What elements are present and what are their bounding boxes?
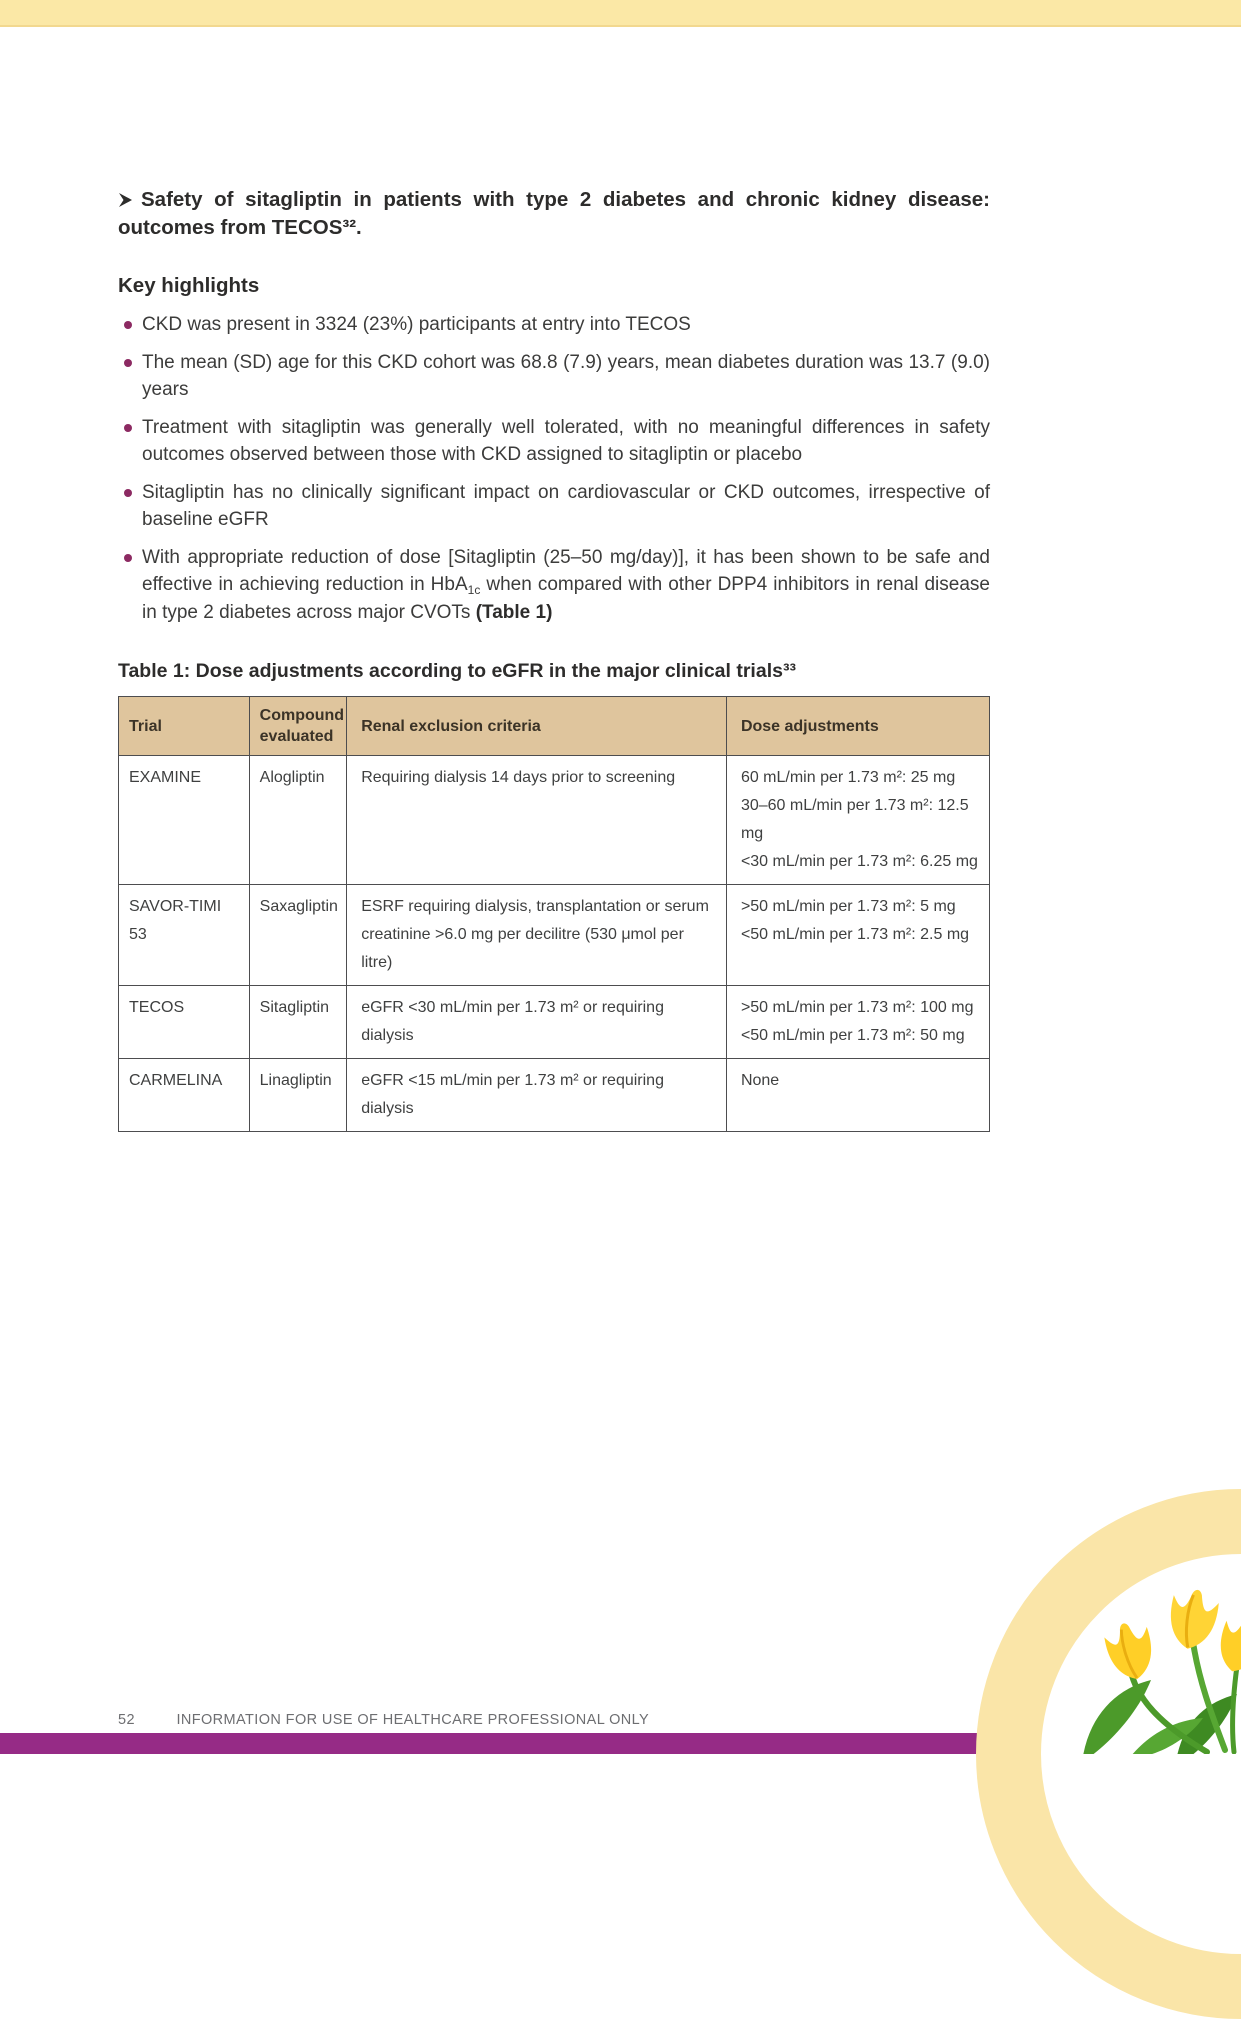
table-row-carmelina — [119, 1059, 990, 1132]
table-row-tecos — [119, 986, 990, 1059]
cell-doses — [726, 885, 989, 986]
table-row-examine — [119, 756, 990, 885]
bullet-item — [118, 349, 990, 404]
arrow-icon — [118, 192, 133, 208]
dose-line: None — [740, 1072, 780, 1089]
col-header-doses: Dose adjustments — [726, 697, 989, 756]
cell-doses — [726, 1059, 989, 1132]
hba1c-subscript: 1c — [467, 583, 481, 597]
table-row-savor — [119, 885, 990, 986]
bullet-item — [118, 479, 990, 534]
col-header-criteria: Renal exclusion criteria — [347, 697, 727, 756]
dose-adjustments-table — [118, 696, 990, 1132]
cell-trial: SAVOR-TIMI 53 — [119, 885, 250, 986]
tulip-stem — [1233, 1666, 1237, 1752]
bottom-accent-bar — [0, 1733, 985, 1754]
dose-line: <30 mL/min per 1.73 m²: 6.25 mg — [740, 853, 978, 870]
bullet-text: CKD was present in 3324 (23%) participants at entry into TECOS — [142, 314, 691, 335]
bullet-text: Treatment with sitagliptin was generally well tolerated, with no meaningful differences in safety outcomes observed between those with CKD assigned to sitagliptin or placebo — [142, 416, 990, 465]
tulip-flower — [1165, 1586, 1221, 1653]
footer-text: INFORMATION FOR USE OF HEALTHCARE PROFESSIONAL ONLY — [176, 1712, 650, 1728]
dose-line: 60 mL/min per 1.73 m²: 25 mg — [740, 769, 956, 786]
cell-doses — [726, 986, 989, 1059]
cell-compound: Linagliptin — [249, 1059, 347, 1132]
bullet-text: With appropriate reduction of dose [Sitagliptin (25–50 mg/day)], it has been shown to be safe and effective in achieving reduction in HbA — [142, 546, 990, 595]
col-header-trial: Trial — [119, 697, 250, 756]
page-title — [118, 186, 990, 242]
table-1-reference: (Table 1) — [475, 601, 553, 623]
dose-line: 30–60 mL/min per 1.73 m²: 12.5 mg — [740, 797, 969, 842]
col-header-compound: Compound evaluated — [249, 697, 347, 756]
bullet-item — [118, 414, 990, 469]
tulip-flower — [1212, 1613, 1241, 1678]
bullet-text: when compared with other DPP4 inhibitors in renal disease in type 2 diabetes across major CVOTs — [142, 574, 990, 623]
dose-line: >50 mL/min per 1.73 m²: 5 mg — [740, 898, 956, 915]
page-title-text: Safety of sitagliptin in patients with type 2 diabetes and chronic kidney disease: outcomes from TECOS³². — [118, 188, 990, 239]
top-accent-bar — [0, 0, 1241, 27]
bullet-item — [118, 544, 990, 627]
dose-line: >50 mL/min per 1.73 m²: 100 mg — [740, 999, 974, 1016]
tulips-illustration — [941, 1504, 1241, 1754]
bullet-text: Sitagliptin has no clinically significant impact on cardiovascular or CKD outcomes, irrespective of baseline eGFR — [142, 481, 990, 530]
page-footer — [118, 1712, 649, 1732]
bullet-text: The mean (SD) age for this CKD cohort was 68.8 (7.9) years, mean diabetes duration was 13.7 (9.0) years — [142, 351, 990, 400]
bullet-item — [118, 311, 990, 339]
cell-criteria: eGFR <15 mL/min per 1.73 m² or requiring dialysis — [347, 1059, 727, 1132]
cell-compound: Saxagliptin — [249, 885, 347, 986]
cell-compound: Sitagliptin — [249, 986, 347, 1059]
table-header-row — [119, 697, 990, 756]
cell-trial: TECOS — [119, 986, 250, 1059]
cell-trial: EXAMINE — [119, 756, 250, 885]
cell-compound: Alogliptin — [249, 756, 347, 885]
cell-criteria: ESRF requiring dialysis, transplantation or serum creatinine >6.0 mg per decilitre (530 μmol per litre) — [347, 885, 727, 986]
cell-criteria: Requiring dialysis 14 days prior to screening — [347, 756, 727, 885]
dose-line: <50 mL/min per 1.73 m²: 50 mg — [740, 1027, 965, 1044]
dose-line: <50 mL/min per 1.73 m²: 2.5 mg — [740, 926, 970, 943]
cell-trial: CARMELINA — [119, 1059, 250, 1132]
key-highlights-heading: Key highlights — [118, 274, 260, 297]
key-highlights-list — [118, 311, 990, 626]
page-content — [118, 186, 990, 1132]
footer-page-number: 52 — [118, 1712, 135, 1728]
table-title: Table 1: Dose adjustments according to eGFR in the major clinical trials³³ — [118, 660, 796, 682]
tulip-flower — [1102, 1618, 1159, 1684]
cell-criteria: eGFR <30 mL/min per 1.73 m² or requiring dialysis — [347, 986, 727, 1059]
cell-doses — [726, 756, 989, 885]
